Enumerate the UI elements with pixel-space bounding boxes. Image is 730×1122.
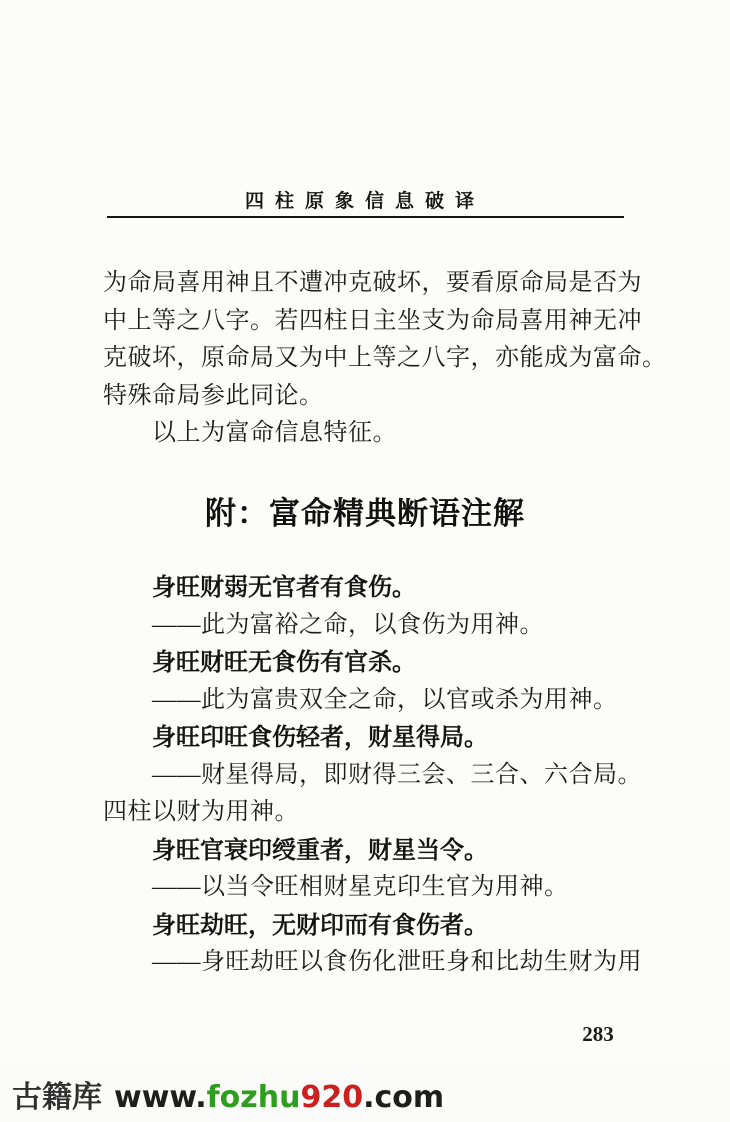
paragraph-line: 为命局喜用神且不遭冲克破坏，要看原命局是否为 [103, 270, 642, 296]
watermark-url-com: .com [363, 1080, 445, 1115]
aphorism-list [103, 569, 642, 982]
page-number: 283 [582, 1022, 614, 1046]
watermark-bar [0, 1060, 730, 1122]
aphorism-note-line: ——身旺劫旺以食伤化泄旺身和比劫生财为用 [152, 949, 642, 975]
watermark-url-fozhu: fozhu [206, 1080, 301, 1115]
paragraph-line: 特殊命局参此同论。 [103, 382, 324, 409]
section-heading: 附：富命精典断语注解 [205, 496, 525, 532]
aphorism-bold-line: 身旺印旺食伤轻者，财星得局。 [152, 723, 488, 751]
aphorism-bold-line: 身旺财弱无官者有食伤。 [152, 573, 416, 601]
aphorism-bold-line: 身旺官衰印绶重者，财星当令。 [152, 835, 488, 864]
aphorism-note-line: ——以当令旺相财星克印生官为用神。 [152, 874, 569, 900]
aphorism-bold-line: 身旺财旺无食伤有官杀。 [152, 648, 416, 676]
aphorism-note-continuation: 四柱以财为用神。 [103, 799, 299, 825]
header-rule [107, 216, 624, 218]
running-header-title: 四柱原象信息破译 [244, 190, 485, 212]
intro-paragraph [103, 265, 667, 453]
aphorism-note-line: ——财星得局，即财得三会、三合、六合局。 [152, 761, 642, 788]
aphorism-note-line: ——此为富贵双全之命，以官或杀为用神。 [152, 686, 618, 713]
paragraph-line: 中上等之八字。若四柱日主坐支为命局喜用神无冲 [103, 307, 642, 334]
paragraph-line: 以上为富命信息特征。 [152, 420, 397, 446]
watermark-text [12, 1072, 444, 1116]
watermark-url-920: 920 [300, 1080, 364, 1115]
paragraph-line: 克破坏，原命局又为中上等之八字，亦能成为富命。 [103, 345, 667, 371]
aphorism-note-line: ——此为富裕之命，以食伤为用神。 [152, 611, 544, 638]
aphorism-bold-line: 身旺劫旺，无财印而有食伤者。 [152, 910, 488, 939]
watermark-url-www: www. [114, 1080, 207, 1115]
watermark-site-name: 古籍库 [12, 1080, 102, 1115]
